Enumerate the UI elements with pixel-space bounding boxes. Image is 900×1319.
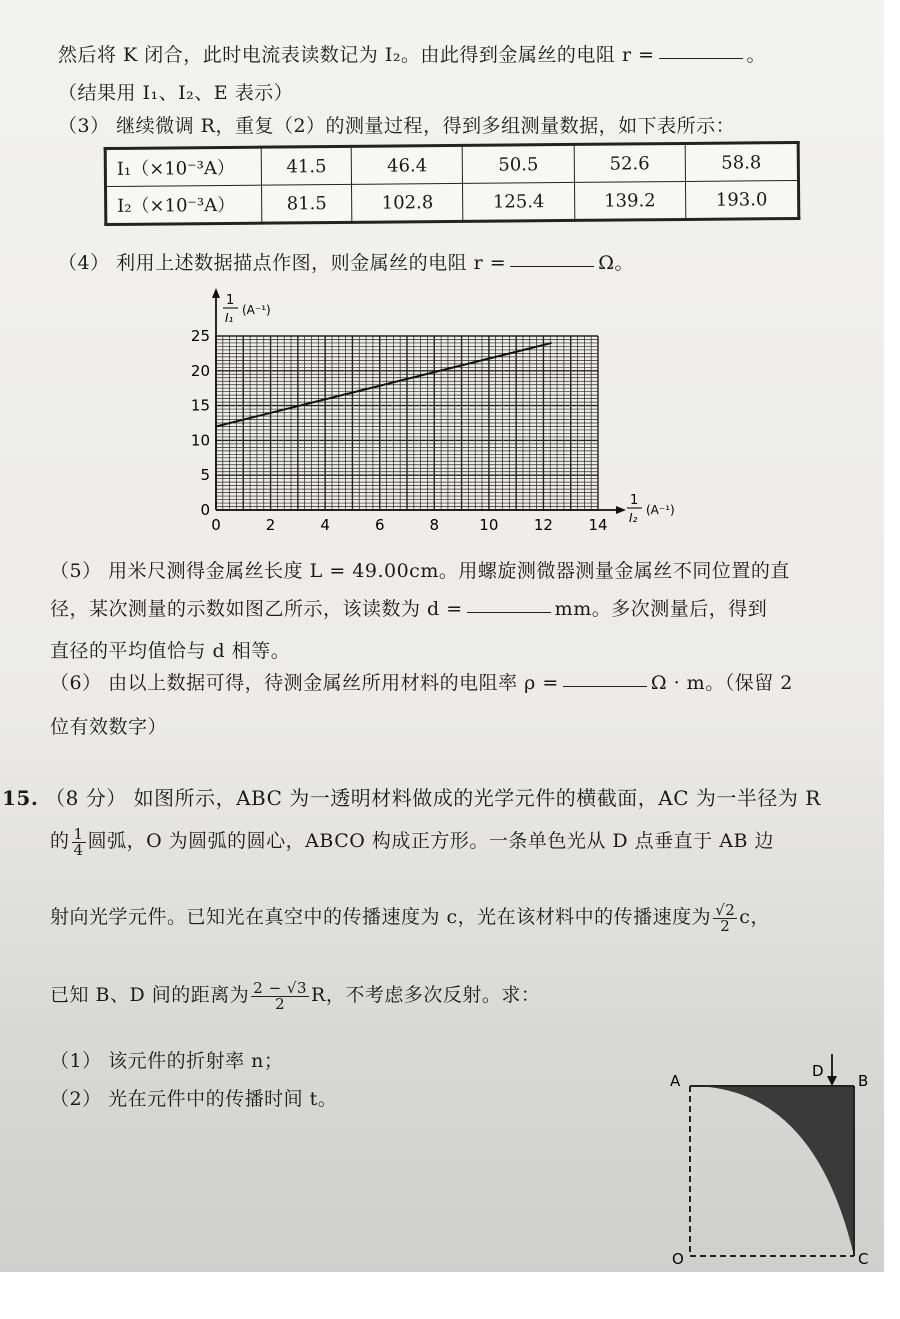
table-cell: 81.5 <box>262 184 353 223</box>
x-tick-label: 4 <box>320 516 330 534</box>
x-label-den: I₂ <box>629 511 638 525</box>
answer-blank[interactable] <box>510 265 594 267</box>
question-text: c， <box>739 906 770 928</box>
y-tick-label: 0 <box>200 501 210 519</box>
table-cell: 139.2 <box>574 181 686 220</box>
question-text: 径，某次测量的示数如图乙所示，该读数为 d = <box>50 598 463 620</box>
table-cell: 52.6 <box>574 143 686 182</box>
question-6-line2: 位有效数字） <box>50 716 168 738</box>
y-tick-label: 10 <box>190 431 210 450</box>
x-label-num: 1 <box>630 493 639 508</box>
graph-chart <box>0 282 900 542</box>
fraction-den: 4 <box>73 840 84 859</box>
y-label-num: 1 <box>226 293 235 308</box>
sub-question-2: （2） 光在元件中的传播时间 t。 <box>50 1088 338 1110</box>
arrow-down-icon <box>827 1076 837 1086</box>
optical-element <box>690 1086 854 1256</box>
data-table <box>104 141 801 226</box>
fraction <box>713 900 737 935</box>
question-3: （3） 继续微调 R，重复（2）的测量过程，得到多组测量数据，如下表所示： <box>58 115 736 137</box>
label-d: D <box>812 1062 824 1080</box>
table-cell: 46.4 <box>351 145 463 184</box>
fraction-num: 2 − √3 <box>253 978 308 997</box>
text-line <box>58 40 766 67</box>
question-text: 已知 B、D 间的距离为 <box>50 984 250 1006</box>
y-axis-label <box>223 293 271 325</box>
unit-text: Ω。 <box>598 252 634 274</box>
sub-question-1: （1） 该元件的折射率 n； <box>50 1050 284 1072</box>
table-cell: 58.8 <box>685 142 798 181</box>
x-tick-label: 2 <box>265 516 276 534</box>
question-5-line3: 直径的平均值恰与 d 相等。 <box>50 640 291 662</box>
table-header-cell: I₂（×10⁻³A） <box>106 185 262 224</box>
y-tick-label: 15 <box>190 396 210 415</box>
table-cell: 193.0 <box>685 180 798 219</box>
x-axis-arrow-icon <box>616 506 626 514</box>
table-cell: 125.4 <box>463 182 575 221</box>
text-line: （结果用 I₁、I₂、E 表示） <box>58 82 294 104</box>
question-text: （6） 由以上数据可得，待测金属丝所用材料的电阻率 ρ = <box>50 672 559 694</box>
problem-15-line2 <box>50 826 774 858</box>
y-tick-label: 5 <box>200 466 210 485</box>
x-tick-label: 0 <box>211 516 221 534</box>
question-text: 的 <box>50 830 70 852</box>
question-5-line2 <box>50 594 767 621</box>
question-5-line1: （5） 用米尺测得金属丝长度 L = 49.00cm。用螺旋测微器测量金属丝不同位置的直 <box>50 560 790 582</box>
label-b: B <box>858 1072 869 1090</box>
optics-figure <box>664 1050 894 1270</box>
question-text: 然后将 K 闭合，此时电流表读数记为 I₂。由此得到金属丝的电阻 r = <box>58 44 655 66</box>
x-tick-label: 10 <box>479 516 499 534</box>
answer-blank[interactable] <box>659 57 743 59</box>
y-label-unit: (A⁻¹) <box>242 303 271 317</box>
table-row <box>106 180 799 224</box>
fraction-num: 1 <box>73 824 84 843</box>
table-cell: 102.8 <box>352 183 464 222</box>
punctuation: 。 <box>746 44 767 66</box>
table-cell: 41.5 <box>261 146 352 185</box>
problem-15-line3 <box>50 902 770 934</box>
x-tick-label: 14 <box>588 516 608 534</box>
label-a: A <box>670 1072 681 1090</box>
y-tick-label: 25 <box>190 327 210 345</box>
label-o: O <box>672 1250 684 1268</box>
fraction <box>72 824 86 859</box>
x-tick-label: 6 <box>374 516 385 534</box>
answer-blank[interactable] <box>467 611 551 613</box>
x-axis-label <box>627 493 675 525</box>
problem-number: 15. <box>2 786 39 810</box>
problem-15-line1 <box>2 782 821 811</box>
problem-15-line4 <box>50 980 540 1012</box>
question-4 <box>58 248 634 275</box>
x-tick-label: 8 <box>429 516 440 534</box>
question-text: mm。多次测量后，得到 <box>554 598 768 620</box>
x-tick-label: 12 <box>533 516 553 534</box>
fraction <box>251 978 309 1013</box>
fraction-num: √2 <box>715 900 736 919</box>
y-label-den: I₁ <box>225 311 234 325</box>
table-row <box>105 142 798 186</box>
x-label-unit: (A⁻¹) <box>646 503 675 517</box>
fraction-den: 2 <box>720 916 731 935</box>
y-tick-label: 20 <box>190 361 210 380</box>
table-cell: 50.5 <box>463 144 575 183</box>
question-6-line1 <box>50 668 793 695</box>
label-c: C <box>858 1250 869 1268</box>
y-axis-arrow-icon <box>212 288 220 298</box>
question-text: （8 分） 如图所示，ABC 为一透明材料做成的光学元件的横截面，AC 为一半径为 R <box>45 786 821 810</box>
fraction-den: 2 <box>275 994 286 1013</box>
question-text: R，不考虑多次反射。求： <box>311 984 541 1006</box>
question-text: 圆弧，O 为圆弧的圆心，ABCO 构成正方形。一条单色光从 D 点垂直于 AB 边 <box>87 830 774 852</box>
table-header-cell: I₁（×10⁻³A） <box>105 147 261 186</box>
question-text: （4） 利用上述数据描点作图，则金属丝的电阻 r = <box>58 252 507 274</box>
question-text: Ω · m。（保留 2 <box>650 672 793 694</box>
grid-lines <box>216 336 598 510</box>
question-text: 射向光学元件。已知光在真空中的传播速度为 c，光在该材料中的传播速度为 <box>50 906 712 928</box>
answer-blank[interactable] <box>563 685 647 687</box>
